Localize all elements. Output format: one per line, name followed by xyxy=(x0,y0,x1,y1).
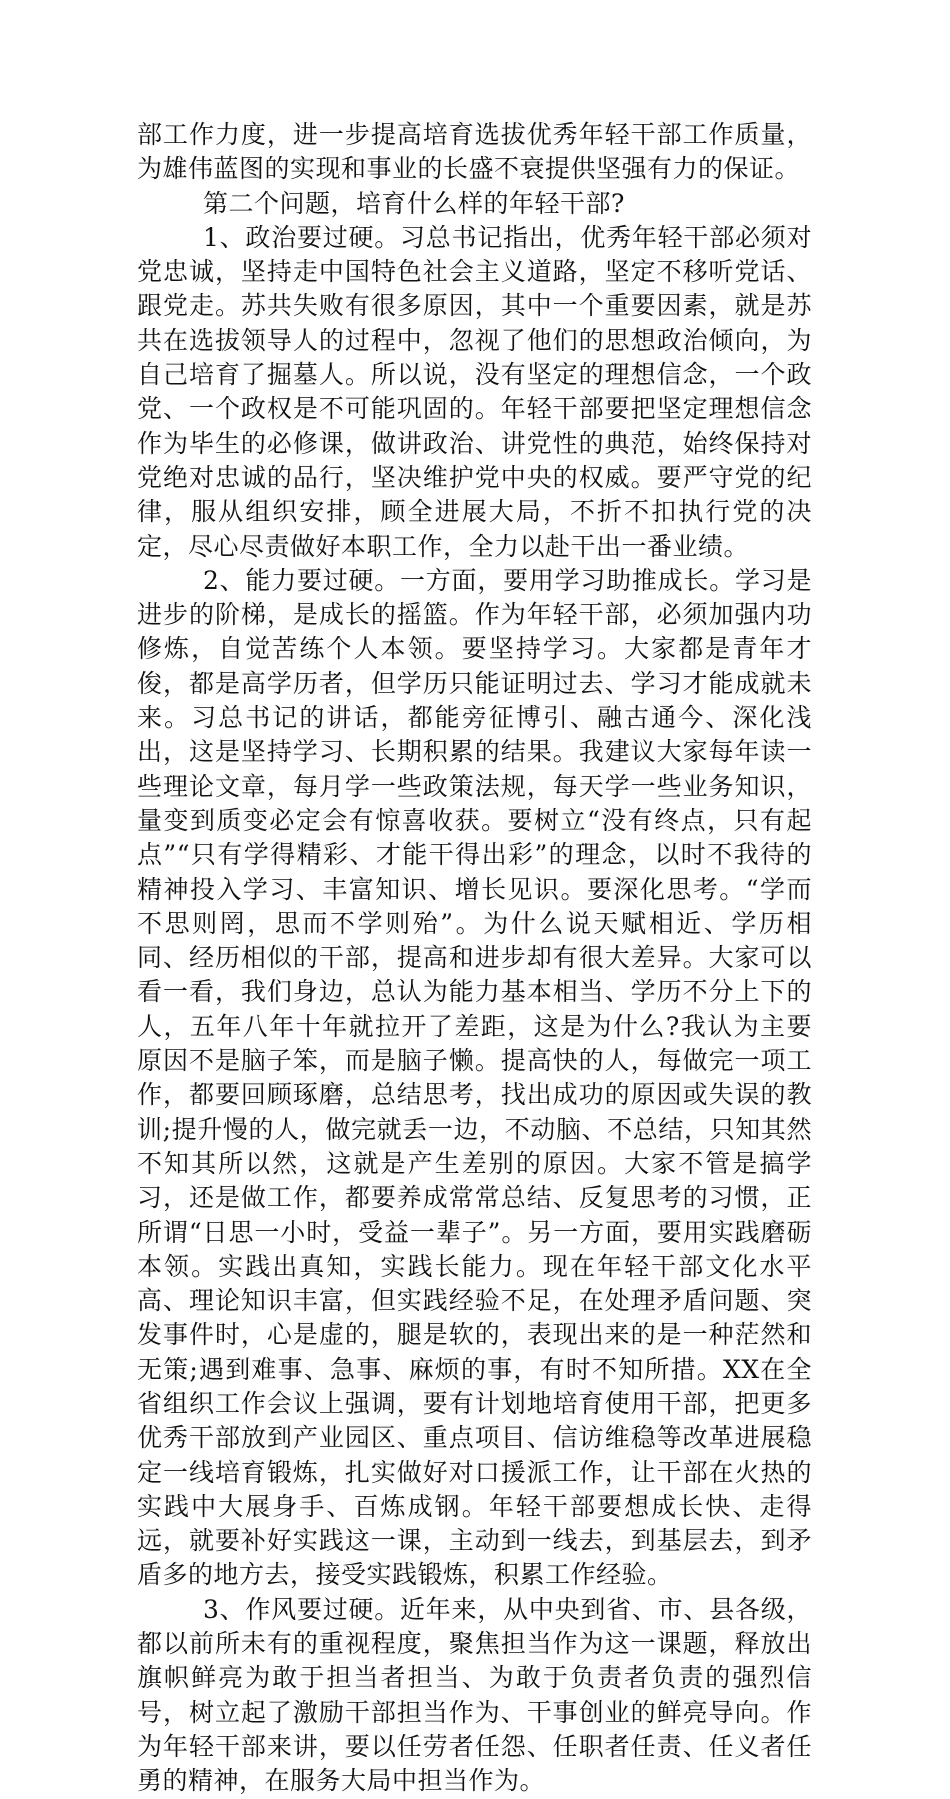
paragraph-political: 1、政治要过硬。习总书记指出，优秀年轻干部必须对党忠诚，坚持走中国特色社会主义道路，坚定不移听党话、跟党走。苏共失败有很多原因，其中一个重要因素，就是苏共在选拔领导人的过程中，忽视了他们的思想政治倾向，为自己培育了掘墓人。所以说，没有坚定的理想信念，一个政党、一个政权是不可能巩固的。年轻干部要把坚定理想信念作为毕生的必修课，做讲政治、讲党性的典范，始终保持对党绝对忠诚的品行，坚决维护党中央的权威。要严守党的纪律，服从组织安排，顾全进展大局，不折不扣执行党的决定，尽心尽责做好本职工作，全力以赴干出一番业绩。 xyxy=(137,222,812,561)
paragraph-ability: 2、能力要过硬。一方面，要用学习助推成长。学习是进步的阶梯，是成长的摇篮。作为年轻干部，必须加强内功修炼，自觉苦练个人本领。要坚持学习。大家都是青年才俊，都是高学历者，但学历只能证明过去、学习才能成就未来。习总书记的讲话，都能旁征博引、融古通今、深化浅出，这是坚持学习、长期积累的结果。我建议大家每年读一些理论文章，每月学一些政策法规，每天学一些业务知识，量变到质变必定会有惊喜收获。要树立“没有终点，只有起点”“只有学得精彩、才能干得出彩”的理念，以时不我待的精神投入学习、丰富知识、增长见识。要深化思考。“学而不思则罔，思而不学则殆”。为什么说天赋相近、学历相同、经历相似的干部，提高和进步却有很大差异。大家可以看一看，我们身边，总认为能力基本相当、学历不分上下的人，五年八年十年就拉开了差距，这是为什么?我认为主要原因不是脑子笨，而是脑子懒。提高快的人，每做完一项工作，都要回顾琢磨，总结思考，找出成功的原因或失误的教训;提升慢的人，做完就丢一边，不动脑、不总结，只知其然不知其所以然，这就是产生差别的原因。大家不管是搞学习，还是做工作，都要养成常常总结、反复思考的习惯，正所谓“日思一小时，受益一辈子”。另一方面，要用实践磨砺本领。实践出真知，实践长能力。现在年轻干部文化水平高、理论知识丰富，但实践经验不足，在处理矛盾问题、突发事件时，心是虚的，腿是软的，表现出来的是一种茫然和无策;遇到难事、急事、麻烦的事，有时不知所措。XX在全省组织工作会议上强调，要有计划地培育使用干部，把更多优秀干部放到产业园区、重点项目、信访维稳等改革进展稳定一线培育锻炼，扎实做好对口援派工作，让干部在火热的实践中大展身手、百炼成钢。年轻干部要想成长快、走得远，就要补好实践这一课，主动到一线去，到基层去，到矛盾多的地方去，接受实践锻炼，积累工作经验。 xyxy=(137,565,812,1590)
paragraph-continuation: 部工作力度，进一步提高培育选拔优秀年轻干部工作质量，为雄伟蓝图的实现和事业的长盛不衰提供坚强有力的保证。 xyxy=(137,120,812,184)
section-heading: 第二个问题，培育什么样的年轻干部? xyxy=(203,188,625,218)
paragraph-style: 3、作风要过硬。近年来，从中央到省、市、县各级，都以前所未有的重视程度，聚焦担当作为这一课题，释放出旗帜鲜亮为敢于担当者担当、为敢于负责者负责的强烈信号，树立起了激励干部担当作为、干事创业的鲜亮导向。作为年轻干部来讲，要以任劳者任怨、任职者任责、任义者任勇的精神，在服务大局中担当作为。 xyxy=(137,1594,812,1796)
document-body xyxy=(137,118,812,1799)
